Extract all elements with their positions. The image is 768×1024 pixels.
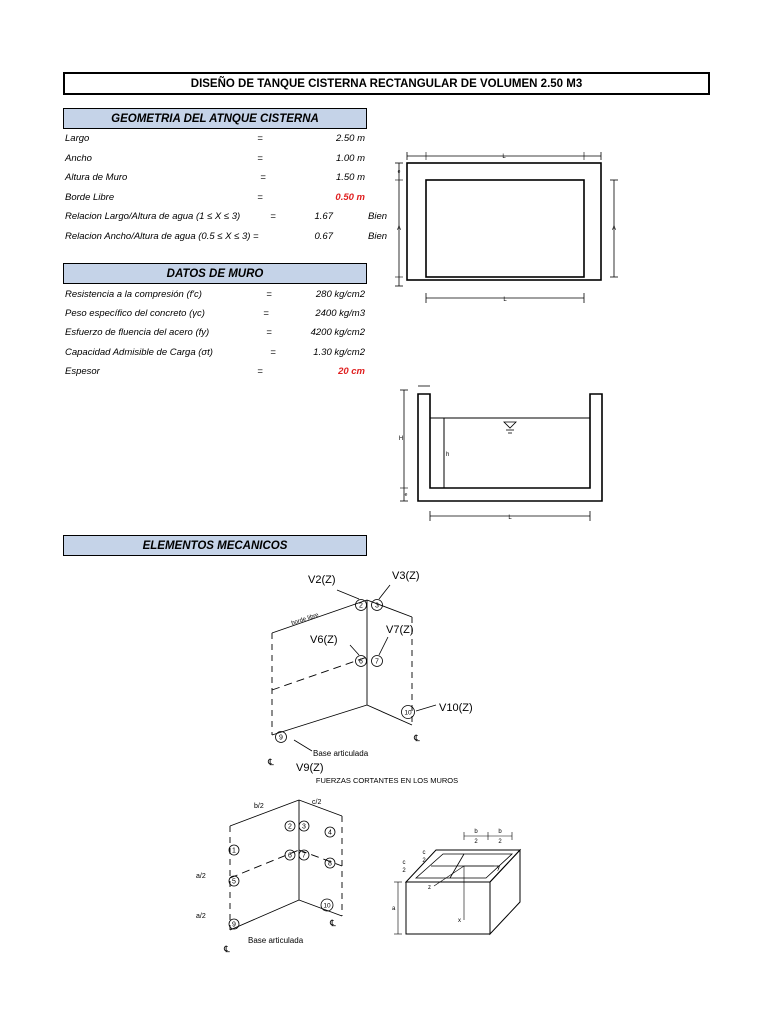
sketch-node-5: 5 bbox=[232, 878, 236, 886]
tank-section-diagram bbox=[392, 378, 612, 528]
box-label-c-left: c bbox=[402, 860, 406, 866]
wall-row-fc bbox=[63, 289, 393, 307]
plan-dim-e: e bbox=[397, 169, 401, 175]
wall-row-fy bbox=[63, 327, 393, 345]
sketch-node-3: 3 bbox=[302, 823, 306, 831]
wall-section-header: DATOS DE MURO bbox=[63, 263, 367, 284]
section-dim-l: L bbox=[508, 515, 512, 521]
row-value: 4200 kg/cm2 bbox=[310, 327, 365, 338]
section-dim-e: e bbox=[404, 492, 408, 498]
row-equals: = bbox=[257, 366, 263, 377]
shear-node-3: 3 bbox=[375, 602, 379, 610]
tank-plan-diagram bbox=[392, 148, 632, 308]
sketch-node-1: 1 bbox=[232, 847, 236, 855]
row-label: Relacion Ancho/Altura de agua (0.5 ≤ X ≤ 3) = bbox=[65, 231, 259, 242]
row-equals: = bbox=[257, 133, 263, 144]
row-label: Peso específico del concreto (γc) bbox=[65, 308, 205, 319]
row-equals: = bbox=[260, 172, 266, 183]
sketch-node-4: 4 bbox=[328, 829, 332, 837]
row-label: Altura de Muro bbox=[65, 172, 128, 183]
row-status: Bien bbox=[368, 231, 388, 242]
page-title: DISEÑO DE TANQUE CISTERNA RECTANGULAR DE VOLUMEN 2.50 M3 bbox=[63, 72, 710, 95]
section-dim-h: H bbox=[398, 436, 404, 442]
base-articulada-label: Base articulada bbox=[313, 749, 369, 758]
row-equals: = bbox=[257, 153, 263, 164]
row-value: 280 kg/cm2 bbox=[315, 289, 365, 300]
mech-section-header: ELEMENTOS MECANICOS bbox=[63, 535, 367, 556]
geometry-row-largo bbox=[63, 133, 393, 151]
row-equals: = bbox=[263, 308, 269, 319]
row-label: Ancho bbox=[65, 153, 92, 164]
tank-3d-diagram bbox=[386, 826, 556, 941]
box-label-two-right: 2 bbox=[498, 839, 502, 845]
sketch-node-8: 8 bbox=[328, 860, 332, 868]
row-value: 1.00 m bbox=[335, 153, 365, 164]
shear-label-v9: V9(Z) bbox=[296, 762, 324, 774]
row-value: 0.67 bbox=[314, 231, 333, 242]
box-label-two-left: 2 bbox=[474, 839, 478, 845]
row-equals: = bbox=[270, 347, 276, 358]
section-dim-h-small: h bbox=[446, 452, 450, 458]
box-label-two-c-right: 2 bbox=[422, 858, 426, 864]
shear-label-v7: V7(Z) bbox=[386, 624, 414, 636]
geometry-row-ancho bbox=[63, 153, 393, 171]
sketch-a2-top: a/2 bbox=[196, 873, 206, 880]
borde-libre-label: borde libre bbox=[290, 612, 320, 627]
wall-row-espesor bbox=[63, 366, 393, 384]
row-label: Resistencia a la compresión (f'c) bbox=[65, 289, 202, 300]
row-value: 2.50 m bbox=[335, 133, 365, 144]
shear-label-v2: V2(Z) bbox=[308, 574, 336, 586]
sketch-b2: b/2 bbox=[254, 803, 264, 810]
row-label: Capacidad Admisible de Carga (σt) bbox=[65, 347, 213, 358]
row-value: 20 cm bbox=[338, 366, 365, 377]
box-label-a: a bbox=[392, 906, 396, 912]
shear-node-6: 6 bbox=[359, 658, 363, 666]
row-value: 0.50 m bbox=[335, 192, 365, 203]
row-equals: = bbox=[257, 192, 263, 203]
geometry-section-header: GEOMETRIA DEL ATNQUE CISTERNA bbox=[63, 108, 367, 129]
row-label: Relacion Largo/Altura de agua (1 ≤ X ≤ 3) bbox=[65, 211, 241, 222]
sketch-node-2: 2 bbox=[288, 823, 292, 831]
box-axis-y: y bbox=[497, 865, 500, 871]
row-equals: = bbox=[266, 327, 272, 338]
wall-row-peso bbox=[63, 308, 393, 326]
sketch-node-9: 9 bbox=[232, 921, 236, 929]
shear-forces-diagram bbox=[262, 565, 512, 775]
plan-dim-l-bottom: L bbox=[503, 297, 507, 303]
sketch-a2-bottom: a/2 bbox=[196, 913, 206, 920]
shear-node-2: 2 bbox=[359, 602, 363, 610]
row-equals: = bbox=[270, 211, 276, 222]
geometry-row-relacion-ancho bbox=[63, 231, 393, 249]
row-value: 1.50 m bbox=[335, 172, 365, 183]
centerline-left: ℄ bbox=[268, 757, 274, 767]
geometry-row-relacion-largo bbox=[63, 211, 393, 229]
sketch-node-7: 7 bbox=[302, 852, 306, 860]
box-label-c-right: c bbox=[422, 850, 426, 856]
row-label: Esfuerzo de fluencia del acero (fy) bbox=[65, 327, 210, 338]
sketch-node-6: 6 bbox=[288, 852, 292, 860]
box-label-b-right: b bbox=[498, 829, 502, 835]
row-label: Espesor bbox=[65, 366, 100, 377]
sketch-centerline-right: ℄ bbox=[330, 918, 336, 928]
geometry-row-altura bbox=[63, 172, 393, 190]
box-label-b-left: b bbox=[474, 829, 478, 835]
shear-node-10: 10 bbox=[404, 709, 412, 717]
row-label: Borde Libre bbox=[65, 192, 115, 203]
shear-label-v3: V3(Z) bbox=[392, 570, 420, 582]
shear-node-9: 9 bbox=[279, 734, 283, 742]
geometry-row-borde-libre bbox=[63, 192, 393, 210]
shear-caption: FUERZAS CORTANTES EN LOS MUROS bbox=[315, 776, 459, 785]
sketch-base-label: Base articulada bbox=[248, 936, 304, 945]
box-label-two-c-left: 2 bbox=[402, 868, 406, 874]
row-status: Bien bbox=[368, 211, 388, 222]
row-value: 1.67 bbox=[314, 211, 333, 222]
sketch-centerline-left: ℄ bbox=[224, 944, 230, 954]
centerline-right: ℄ bbox=[414, 733, 420, 743]
wall-numbering-diagram bbox=[192, 788, 372, 958]
shear-node-7: 7 bbox=[375, 658, 379, 666]
plan-dim-l-top: L bbox=[502, 154, 506, 160]
box-axis-x: x bbox=[458, 918, 461, 924]
plan-dim-a-right: A bbox=[611, 226, 617, 232]
sketch-c2: c/2 bbox=[312, 799, 322, 806]
row-value: 1.30 kg/cm2 bbox=[313, 347, 365, 358]
box-axis-z: z bbox=[428, 885, 431, 891]
plan-dim-a-left: A bbox=[396, 226, 402, 232]
wall-row-capacidad bbox=[63, 347, 393, 365]
shear-label-v10: V10(Z) bbox=[439, 702, 473, 714]
row-value: 2400 kg/m3 bbox=[315, 308, 365, 319]
row-label: Largo bbox=[65, 133, 90, 144]
sketch-node-10: 10 bbox=[323, 902, 331, 910]
row-equals: = bbox=[266, 289, 272, 300]
shear-label-v6: V6(Z) bbox=[310, 634, 338, 646]
